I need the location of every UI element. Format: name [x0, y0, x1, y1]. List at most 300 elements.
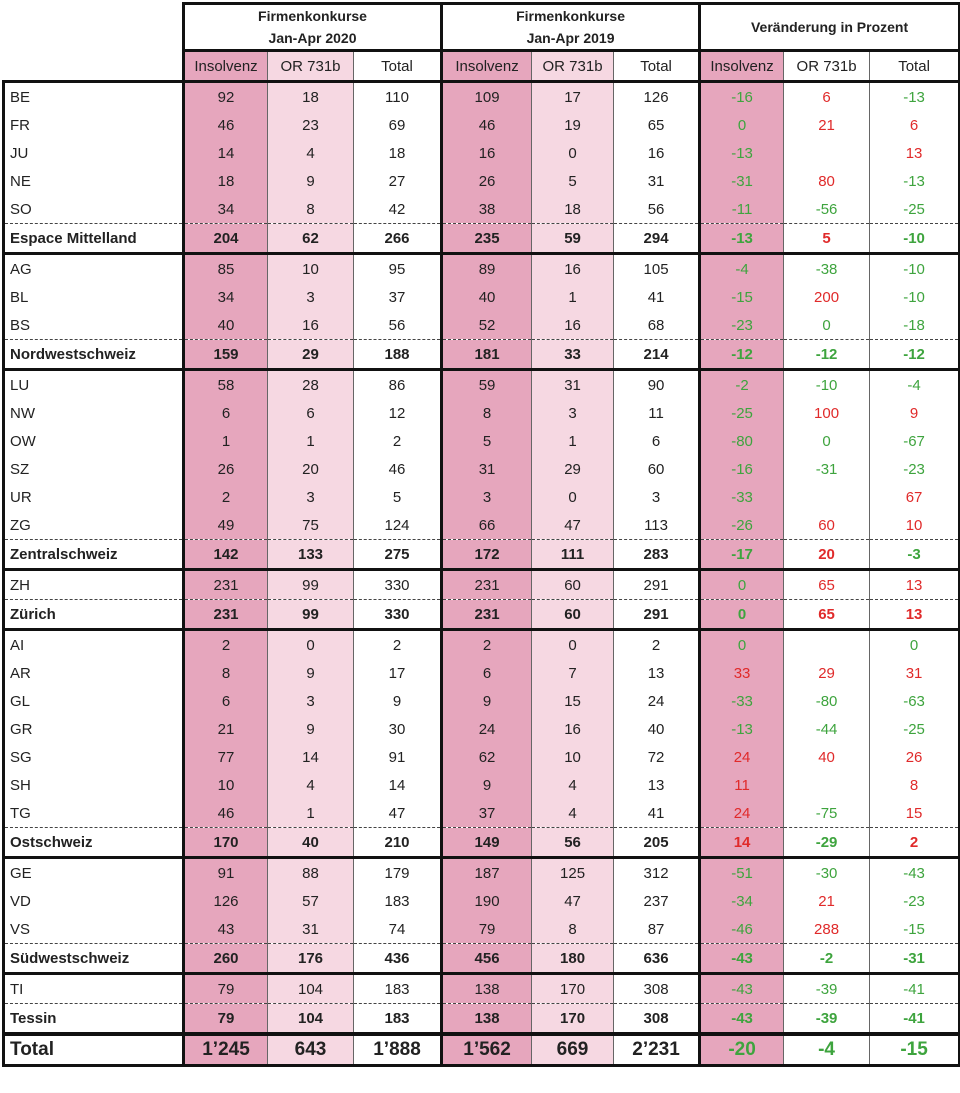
or731b-change-cell: 0 [784, 427, 870, 455]
or731b-2020-cell: 10 [268, 254, 354, 284]
insolvenz-2020-cell: 159 [184, 340, 268, 370]
insolvenz-change-cell: 14 [700, 828, 784, 858]
or731b-change-cell: -4 [784, 1034, 870, 1066]
or731b-2020-cell: 1 [268, 799, 354, 828]
table-row [4, 915, 960, 944]
table-row [4, 687, 960, 715]
insolvenz-change-cell: 24 [700, 799, 784, 828]
insolvenz-2020-cell: 34 [184, 283, 268, 311]
or731b-change-cell: 65 [784, 570, 870, 600]
or731b-2020-cell: 40 [268, 828, 354, 858]
header-corner-2 [4, 51, 184, 82]
insolvenz-2019-cell: 5 [442, 427, 532, 455]
table-row [4, 483, 960, 511]
total-2020-cell: 37 [354, 283, 442, 311]
insolvenz-2020-cell: 34 [184, 195, 268, 224]
canton-label-cell: JU [4, 139, 184, 167]
total-change-cell: -43 [870, 858, 960, 888]
total-2020-cell: 56 [354, 311, 442, 340]
total-2019-cell: 40 [614, 715, 700, 743]
insolvenz-2020-cell: 21 [184, 715, 268, 743]
insolvenz-2020-cell: 6 [184, 399, 268, 427]
or731b-2020-cell: 31 [268, 915, 354, 944]
canton-label-cell: Zürich [4, 600, 184, 630]
or731b-2020-cell: 29 [268, 340, 354, 370]
total-change-cell: 31 [870, 659, 960, 687]
insolvenz-2019-cell: 66 [442, 511, 532, 540]
insolvenz-change-cell: -2 [700, 370, 784, 400]
insolvenz-2020-cell: 43 [184, 915, 268, 944]
canton-label-cell: NW [4, 399, 184, 427]
or731b-2019-cell: 111 [532, 540, 614, 570]
col-header-total-2020: Total [354, 51, 442, 82]
total-2019-cell: 68 [614, 311, 700, 340]
or731b-2019-cell: 18 [532, 195, 614, 224]
total-2019-cell: 72 [614, 743, 700, 771]
table-row [4, 139, 960, 167]
total-change-cell: -23 [870, 887, 960, 915]
total-2020-cell: 183 [354, 974, 442, 1004]
or731b-2019-cell: 4 [532, 799, 614, 828]
bankruptcy-table [2, 2, 960, 1067]
canton-label-cell: ZH [4, 570, 184, 600]
or731b-change-cell: 80 [784, 167, 870, 195]
or731b-2019-cell: 125 [532, 858, 614, 888]
insolvenz-2020-cell: 26 [184, 455, 268, 483]
canton-label-cell: AI [4, 630, 184, 660]
total-change-cell: -15 [870, 1034, 960, 1066]
insolvenz-change-cell: -16 [700, 455, 784, 483]
insolvenz-change-cell: -43 [700, 944, 784, 974]
header-group-change-label: Veränderung in Prozent [750, 19, 909, 35]
canton-label-cell: Total [4, 1034, 184, 1066]
insolvenz-2019-cell: 3 [442, 483, 532, 511]
header-group-2020 [184, 4, 442, 51]
table-row [4, 630, 960, 660]
insolvenz-2019-cell: 16 [442, 139, 532, 167]
insolvenz-2019-cell: 1’562 [442, 1034, 532, 1066]
col-header-total-change: Total [870, 51, 960, 82]
total-2019-cell: 308 [614, 974, 700, 1004]
total-2020-cell: 183 [354, 887, 442, 915]
canton-label-cell: Ostschweiz [4, 828, 184, 858]
total-change-cell: -3 [870, 540, 960, 570]
or731b-2019-cell: 17 [532, 82, 614, 112]
insolvenz-2019-cell: 52 [442, 311, 532, 340]
or731b-2020-cell: 6 [268, 399, 354, 427]
insolvenz-2020-cell: 46 [184, 111, 268, 139]
table-row [4, 283, 960, 311]
insolvenz-2020-cell: 1’245 [184, 1034, 268, 1066]
total-2019-cell: 291 [614, 570, 700, 600]
or731b-2019-cell: 60 [532, 570, 614, 600]
total-change-cell: -41 [870, 1004, 960, 1035]
canton-label-cell: Tessin [4, 1004, 184, 1035]
insolvenz-change-cell: 24 [700, 743, 784, 771]
or731b-2020-cell: 9 [268, 715, 354, 743]
total-2019-cell: 105 [614, 254, 700, 284]
or731b-change-cell: 288 [784, 915, 870, 944]
or731b-2019-cell: 0 [532, 630, 614, 660]
or731b-change-cell: 21 [784, 111, 870, 139]
total-2020-cell: 330 [354, 570, 442, 600]
canton-label-cell: TI [4, 974, 184, 1004]
col-header-or731b-2019: OR 731b [532, 51, 614, 82]
or731b-2019-cell: 170 [532, 1004, 614, 1035]
insolvenz-2019-cell: 235 [442, 224, 532, 254]
or731b-2019-cell: 29 [532, 455, 614, 483]
total-2019-cell: 13 [614, 771, 700, 799]
or731b-2019-cell: 1 [532, 427, 614, 455]
canton-label-cell: GR [4, 715, 184, 743]
total-2020-cell: 183 [354, 1004, 442, 1035]
insolvenz-2020-cell: 204 [184, 224, 268, 254]
or731b-2020-cell: 88 [268, 858, 354, 888]
total-2020-cell: 86 [354, 370, 442, 400]
header-corner [4, 4, 184, 51]
total-change-cell: -13 [870, 167, 960, 195]
insolvenz-2019-cell: 46 [442, 111, 532, 139]
insolvenz-change-cell: -31 [700, 167, 784, 195]
insolvenz-2019-cell: 89 [442, 254, 532, 284]
insolvenz-change-cell: 0 [700, 600, 784, 630]
insolvenz-2020-cell: 6 [184, 687, 268, 715]
insolvenz-change-cell: -4 [700, 254, 784, 284]
total-2019-cell: 294 [614, 224, 700, 254]
canton-label-cell: BS [4, 311, 184, 340]
total-change-cell: -67 [870, 427, 960, 455]
total-change-cell: -10 [870, 254, 960, 284]
or731b-2020-cell: 643 [268, 1034, 354, 1066]
or731b-2019-cell: 669 [532, 1034, 614, 1066]
total-2020-cell: 46 [354, 455, 442, 483]
total-change-cell: 6 [870, 111, 960, 139]
insolvenz-2019-cell: 24 [442, 715, 532, 743]
insolvenz-2020-cell: 92 [184, 82, 268, 112]
total-change-cell: -25 [870, 195, 960, 224]
or731b-2020-cell: 0 [268, 630, 354, 660]
or731b-change-cell [784, 483, 870, 511]
total-2020-cell: 1’888 [354, 1034, 442, 1066]
total-2019-cell: 41 [614, 283, 700, 311]
insolvenz-2019-cell: 9 [442, 687, 532, 715]
or731b-change-cell: 65 [784, 600, 870, 630]
table-row [4, 511, 960, 540]
canton-label-cell: FR [4, 111, 184, 139]
total-change-cell: -10 [870, 283, 960, 311]
or731b-2020-cell: 75 [268, 511, 354, 540]
canton-label-cell: Espace Mittelland [4, 224, 184, 254]
insolvenz-2020-cell: 14 [184, 139, 268, 167]
insolvenz-change-cell: 0 [700, 630, 784, 660]
or731b-2019-cell: 19 [532, 111, 614, 139]
total-2019-cell: 3 [614, 483, 700, 511]
insolvenz-change-cell: -16 [700, 82, 784, 112]
total-2019-cell: 113 [614, 511, 700, 540]
or731b-change-cell: -29 [784, 828, 870, 858]
total-2019-cell: 31 [614, 167, 700, 195]
insolvenz-2019-cell: 6 [442, 659, 532, 687]
total-change-cell: -13 [870, 82, 960, 112]
total-change-cell: 8 [870, 771, 960, 799]
total-2019-cell: 65 [614, 111, 700, 139]
table-row [4, 311, 960, 340]
table-row [4, 743, 960, 771]
insolvenz-change-cell: -46 [700, 915, 784, 944]
total-2019-cell: 90 [614, 370, 700, 400]
total-2019-cell: 11 [614, 399, 700, 427]
total-2020-cell: 74 [354, 915, 442, 944]
insolvenz-change-cell: -13 [700, 139, 784, 167]
canton-label-cell: OW [4, 427, 184, 455]
total-2020-cell: 9 [354, 687, 442, 715]
insolvenz-change-cell: -33 [700, 483, 784, 511]
total-change-cell: 13 [870, 139, 960, 167]
table-row [4, 659, 960, 687]
insolvenz-change-cell: -20 [700, 1034, 784, 1066]
subtotal-row [4, 828, 960, 858]
header-group-2019 [442, 4, 700, 51]
canton-label-cell: BL [4, 283, 184, 311]
or731b-2019-cell: 8 [532, 915, 614, 944]
insolvenz-2019-cell: 79 [442, 915, 532, 944]
insolvenz-2019-cell: 26 [442, 167, 532, 195]
total-2019-cell: 2 [614, 630, 700, 660]
table-row [4, 254, 960, 284]
total-2020-cell: 110 [354, 82, 442, 112]
or731b-2020-cell: 3 [268, 687, 354, 715]
table-row [4, 167, 960, 195]
or731b-change-cell: -38 [784, 254, 870, 284]
or731b-change-cell: 200 [784, 283, 870, 311]
table-row [4, 570, 960, 600]
insolvenz-change-cell: 33 [700, 659, 784, 687]
total-2020-cell: 179 [354, 858, 442, 888]
insolvenz-2020-cell: 170 [184, 828, 268, 858]
or731b-2019-cell: 3 [532, 399, 614, 427]
total-2020-cell: 12 [354, 399, 442, 427]
canton-label-cell: TG [4, 799, 184, 828]
insolvenz-2019-cell: 62 [442, 743, 532, 771]
insolvenz-2020-cell: 126 [184, 887, 268, 915]
insolvenz-2020-cell: 79 [184, 974, 268, 1004]
insolvenz-change-cell: -34 [700, 887, 784, 915]
insolvenz-change-cell: -33 [700, 687, 784, 715]
total-2020-cell: 18 [354, 139, 442, 167]
or731b-2020-cell: 62 [268, 224, 354, 254]
total-change-cell: -23 [870, 455, 960, 483]
or731b-change-cell: 60 [784, 511, 870, 540]
insolvenz-2019-cell: 109 [442, 82, 532, 112]
or731b-2019-cell: 15 [532, 687, 614, 715]
table-row [4, 715, 960, 743]
canton-label-cell: VD [4, 887, 184, 915]
col-header-insolvenz-2019: Insolvenz [442, 51, 532, 82]
insolvenz-change-cell: -13 [700, 715, 784, 743]
total-change-cell: -25 [870, 715, 960, 743]
or731b-change-cell: -80 [784, 687, 870, 715]
or731b-2019-cell: 4 [532, 771, 614, 799]
header-group-2020-line2: Jan-Apr 2020 [268, 30, 357, 46]
total-change-cell: 15 [870, 799, 960, 828]
or731b-2020-cell: 1 [268, 427, 354, 455]
total-2019-cell: 214 [614, 340, 700, 370]
table-row [4, 427, 960, 455]
or731b-2019-cell: 170 [532, 974, 614, 1004]
total-2019-cell: 6 [614, 427, 700, 455]
insolvenz-2020-cell: 85 [184, 254, 268, 284]
insolvenz-2019-cell: 187 [442, 858, 532, 888]
or731b-2020-cell: 3 [268, 283, 354, 311]
or731b-2019-cell: 180 [532, 944, 614, 974]
or731b-2020-cell: 9 [268, 659, 354, 687]
or731b-2019-cell: 31 [532, 370, 614, 400]
total-2019-cell: 126 [614, 82, 700, 112]
insolvenz-2020-cell: 49 [184, 511, 268, 540]
total-2020-cell: 14 [354, 771, 442, 799]
insolvenz-2020-cell: 231 [184, 600, 268, 630]
or731b-2019-cell: 16 [532, 311, 614, 340]
or731b-change-cell: -39 [784, 974, 870, 1004]
table-row [4, 771, 960, 799]
or731b-2020-cell: 3 [268, 483, 354, 511]
table-row [4, 111, 960, 139]
or731b-change-cell: -44 [784, 715, 870, 743]
insolvenz-2020-cell: 77 [184, 743, 268, 771]
canton-label-cell: SG [4, 743, 184, 771]
or731b-change-cell: -10 [784, 370, 870, 400]
or731b-2020-cell: 8 [268, 195, 354, 224]
or731b-2019-cell: 59 [532, 224, 614, 254]
canton-label-cell: UR [4, 483, 184, 511]
total-2019-cell: 636 [614, 944, 700, 974]
or731b-2019-cell: 1 [532, 283, 614, 311]
total-2020-cell: 2 [354, 427, 442, 455]
or731b-2020-cell: 176 [268, 944, 354, 974]
or731b-2019-cell: 47 [532, 887, 614, 915]
table-row [4, 370, 960, 400]
or731b-2020-cell: 9 [268, 167, 354, 195]
total-2020-cell: 47 [354, 799, 442, 828]
insolvenz-change-cell: -13 [700, 224, 784, 254]
insolvenz-change-cell: -43 [700, 1004, 784, 1035]
or731b-2020-cell: 99 [268, 570, 354, 600]
or731b-2019-cell: 0 [532, 483, 614, 511]
table-row [4, 399, 960, 427]
total-2020-cell: 27 [354, 167, 442, 195]
canton-label-cell: AR [4, 659, 184, 687]
or731b-2019-cell: 47 [532, 511, 614, 540]
total-change-cell: -41 [870, 974, 960, 1004]
or731b-2020-cell: 4 [268, 771, 354, 799]
total-2020-cell: 95 [354, 254, 442, 284]
subtotal-row [4, 340, 960, 370]
or731b-change-cell: 40 [784, 743, 870, 771]
insolvenz-2019-cell: 9 [442, 771, 532, 799]
insolvenz-2020-cell: 231 [184, 570, 268, 600]
or731b-change-cell: -39 [784, 1004, 870, 1035]
insolvenz-2019-cell: 8 [442, 399, 532, 427]
total-change-cell: 13 [870, 570, 960, 600]
or731b-change-cell [784, 630, 870, 660]
table-row [4, 799, 960, 828]
or731b-change-cell: 20 [784, 540, 870, 570]
total-2020-cell: 275 [354, 540, 442, 570]
total-2019-cell: 13 [614, 659, 700, 687]
canton-label-cell: BE [4, 82, 184, 112]
subtotal-row [4, 224, 960, 254]
or731b-2019-cell: 16 [532, 715, 614, 743]
total-change-cell: -15 [870, 915, 960, 944]
or731b-change-cell: -2 [784, 944, 870, 974]
or731b-change-cell: 0 [784, 311, 870, 340]
table-row [4, 455, 960, 483]
insolvenz-2019-cell: 59 [442, 370, 532, 400]
or731b-change-cell: 5 [784, 224, 870, 254]
total-2019-cell: 283 [614, 540, 700, 570]
table-row [4, 195, 960, 224]
insolvenz-change-cell: -43 [700, 974, 784, 1004]
canton-label-cell: Zentralschweiz [4, 540, 184, 570]
canton-label-cell: GL [4, 687, 184, 715]
total-2020-cell: 5 [354, 483, 442, 511]
total-2020-cell: 30 [354, 715, 442, 743]
canton-label-cell: VS [4, 915, 184, 944]
insolvenz-2019-cell: 231 [442, 600, 532, 630]
header-row-columns [4, 51, 960, 82]
total-2020-cell: 2 [354, 630, 442, 660]
or731b-2020-cell: 104 [268, 1004, 354, 1035]
canton-label-cell: ZG [4, 511, 184, 540]
insolvenz-2019-cell: 138 [442, 974, 532, 1004]
header-row-groups [4, 4, 960, 51]
total-2019-cell: 24 [614, 687, 700, 715]
total-change-cell: -4 [870, 370, 960, 400]
total-2020-cell: 436 [354, 944, 442, 974]
insolvenz-change-cell: -23 [700, 311, 784, 340]
insolvenz-change-cell: -11 [700, 195, 784, 224]
total-change-cell: -18 [870, 311, 960, 340]
or731b-change-cell: 29 [784, 659, 870, 687]
table-row [4, 887, 960, 915]
total-2020-cell: 330 [354, 600, 442, 630]
or731b-2020-cell: 104 [268, 974, 354, 1004]
insolvenz-change-cell: 11 [700, 771, 784, 799]
or731b-2019-cell: 56 [532, 828, 614, 858]
or731b-change-cell: 21 [784, 887, 870, 915]
or731b-2019-cell: 60 [532, 600, 614, 630]
total-2020-cell: 42 [354, 195, 442, 224]
insolvenz-change-cell: -80 [700, 427, 784, 455]
grand-total-row [4, 1034, 960, 1066]
table-row [4, 82, 960, 112]
table-row [4, 974, 960, 1004]
total-2020-cell: 210 [354, 828, 442, 858]
insolvenz-2020-cell: 1 [184, 427, 268, 455]
total-2019-cell: 2’231 [614, 1034, 700, 1066]
table-row [4, 858, 960, 888]
or731b-2019-cell: 7 [532, 659, 614, 687]
insolvenz-2019-cell: 190 [442, 887, 532, 915]
total-change-cell: 26 [870, 743, 960, 771]
header-group-2019-line1: Firmenkonkurse [516, 8, 626, 24]
insolvenz-2020-cell: 2 [184, 630, 268, 660]
subtotal-row [4, 540, 960, 570]
insolvenz-2019-cell: 37 [442, 799, 532, 828]
insolvenz-change-cell: -15 [700, 283, 784, 311]
or731b-2020-cell: 99 [268, 600, 354, 630]
total-2020-cell: 266 [354, 224, 442, 254]
